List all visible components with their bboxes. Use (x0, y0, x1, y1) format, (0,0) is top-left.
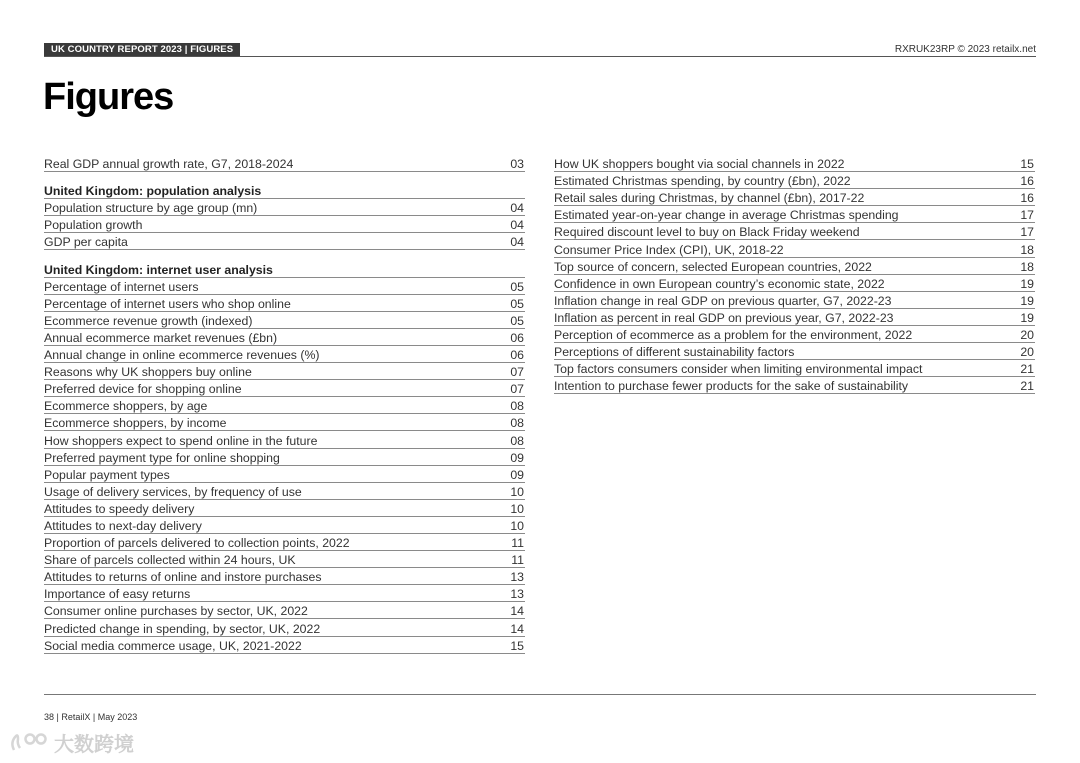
figure-list-item[interactable] (44, 380, 525, 397)
figure-title: Importance of easy returns (44, 587, 191, 602)
figure-title: Consumer Price Index (CPI), UK, 2018-22 (554, 242, 784, 257)
figure-title: Attitudes to speedy delivery (44, 501, 195, 516)
figure-page-number: 06 (510, 330, 524, 345)
section-heading-population: United Kingdom: population analysis (44, 182, 525, 199)
figure-list-item[interactable] (44, 414, 525, 431)
figure-page-number: 19 (1020, 293, 1034, 308)
figure-page-number: 19 (1020, 276, 1034, 291)
figure-page-number: 16 (1020, 174, 1034, 189)
figure-page-number: 19 (1020, 310, 1034, 325)
figure-list-item[interactable] (554, 360, 1035, 377)
figure-page-number: 08 (510, 416, 524, 431)
figure-title: Intention to purchase fewer products for the sake of sustainability (554, 379, 909, 394)
figure-page-number: 14 (510, 604, 524, 619)
figure-title: Share of parcels collected within 24 hours, UK (44, 553, 296, 568)
figure-title: Top source of concern, selected European countries, 2022 (554, 259, 872, 274)
figure-page-number: 06 (510, 348, 524, 363)
figure-page-number: 07 (510, 365, 524, 380)
figures-list-right (554, 155, 1035, 394)
figure-list-item[interactable] (44, 199, 525, 216)
figure-list-item[interactable] (554, 309, 1035, 326)
figure-page-number: 17 (1020, 208, 1034, 223)
figure-title: Preferred device for shopping online (44, 382, 242, 397)
figure-list-item[interactable] (44, 517, 525, 534)
figure-list-item[interactable] (44, 534, 525, 551)
figure-title: Attitudes to returns of online and instore purchases (44, 570, 322, 585)
figure-page-number: 18 (1020, 259, 1034, 274)
figure-list-item[interactable] (44, 397, 525, 414)
figure-title: Annual change in online ecommerce revenues (%) (44, 348, 320, 363)
figure-page-number: 09 (510, 450, 524, 465)
figure-title: Estimated Christmas spending, by country (£bn), 2022 (554, 174, 851, 189)
figure-page-number: 07 (510, 382, 524, 397)
figure-title: Real GDP annual growth rate, G7, 2018-2024 (44, 157, 294, 172)
figure-page-number: 21 (1020, 362, 1034, 377)
figure-title: Percentage of internet users (44, 279, 199, 294)
section-heading-internet-users: United Kingdom: internet user analysis (44, 260, 525, 277)
figures-list-left (44, 155, 525, 654)
figure-title: How shoppers expect to spend online in the future (44, 433, 318, 448)
figure-page-number: 11 (511, 536, 524, 551)
figure-title: Reasons why UK shoppers buy online (44, 365, 252, 380)
figure-list-item[interactable] (554, 292, 1035, 309)
figure-page-number: 10 (510, 518, 524, 533)
figure-page-number: 08 (510, 399, 524, 414)
figure-list-item[interactable] (44, 363, 525, 380)
watermark-text: 大数跨境 (54, 734, 134, 756)
figure-page-number: 14 (510, 621, 524, 636)
figure-title: Consumer online purchases by sector, UK, 2022 (44, 604, 308, 619)
figure-list-item[interactable] (44, 500, 525, 517)
figure-page-number: 04 (510, 201, 524, 216)
watermark-logo-icon (8, 730, 50, 756)
figure-list-item[interactable] (554, 258, 1035, 275)
figure-page-number: 18 (1020, 242, 1034, 257)
figure-title: Retail sales during Christmas, by channel (£bn), 2017-22 (554, 191, 865, 206)
figure-title: Predicted change in spending, by sector, UK, 2022 (44, 621, 321, 636)
figure-page-number: 20 (1020, 345, 1034, 360)
figure-page-number: 16 (1020, 191, 1034, 206)
figure-page-number: 05 (510, 313, 524, 328)
figure-page-number: 10 (510, 484, 524, 499)
figure-list-item[interactable] (554, 155, 1035, 172)
figure-list-item[interactable] (554, 189, 1035, 206)
figure-page-number: 04 (510, 235, 524, 250)
figure-title: Attitudes to next-day delivery (44, 518, 202, 533)
figure-page-number: 11 (511, 553, 524, 568)
figure-title: Population growth (44, 218, 143, 233)
figure-list-item[interactable] (44, 602, 525, 619)
figure-title: Perceptions of different sustainability factors (554, 345, 795, 360)
figure-title: Confidence in own European country’s economic state, 2022 (554, 276, 885, 291)
figure-title: Ecommerce shoppers, by income (44, 416, 227, 431)
report-section-tag: UK COUNTRY REPORT 2023 | FIGURES (44, 43, 240, 57)
figure-title: Usage of delivery services, by frequency of use (44, 484, 302, 499)
figure-list-item[interactable] (44, 329, 525, 346)
figure-list-item[interactable] (554, 377, 1035, 394)
figure-title: Social media commerce usage, UK, 2021-2022 (44, 638, 302, 653)
figure-page-number: 15 (1020, 157, 1034, 172)
figure-list-item[interactable] (44, 312, 525, 329)
figure-title: Ecommerce shoppers, by age (44, 399, 208, 414)
figure-title: Inflation as percent in real GDP on previous year, G7, 2022-23 (554, 310, 894, 325)
figure-list-item[interactable] (554, 240, 1035, 257)
figure-list-item[interactable] (44, 551, 525, 568)
figure-title: How UK shoppers bought via social channels in 2022 (554, 157, 845, 172)
figure-page-number: 04 (510, 218, 524, 233)
figure-list-item[interactable] (44, 278, 525, 295)
figure-list-item[interactable] (554, 223, 1035, 240)
figure-list-item[interactable] (44, 585, 525, 602)
figure-title: Preferred payment type for online shopping (44, 450, 280, 465)
figure-list-item[interactable] (44, 466, 525, 483)
figure-title: GDP per capita (44, 235, 128, 250)
figure-list-item[interactable] (554, 206, 1035, 223)
figure-page-number: 21 (1020, 379, 1034, 394)
figure-list-item[interactable] (554, 343, 1035, 360)
figure-list-item[interactable] (44, 483, 525, 500)
figure-list-item[interactable] (44, 216, 525, 233)
footer-page-info: 38 | RetailX | May 2023 (44, 712, 138, 722)
figure-list-item[interactable] (554, 275, 1035, 292)
figure-title: Estimated year-on-year change in average Christmas spending (554, 208, 899, 223)
page-title: Figures (43, 76, 174, 118)
figure-page-number: 13 (510, 587, 524, 602)
figure-list-item[interactable] (44, 431, 525, 448)
figure-title: Inflation change in real GDP on previous quarter, G7, 2022-23 (554, 293, 892, 308)
figure-page-number: 17 (1020, 225, 1034, 240)
figure-title: Ecommerce revenue growth (indexed) (44, 313, 253, 328)
figure-page-number: 09 (510, 467, 524, 482)
figure-title: Population structure by age group (mn) (44, 201, 258, 216)
watermark (8, 728, 134, 757)
figure-list-item[interactable] (44, 233, 525, 250)
figure-list-item[interactable] (554, 172, 1035, 189)
figure-page-number: 13 (510, 570, 524, 585)
figure-page-number: 05 (510, 279, 524, 294)
figure-page-number: 05 (510, 296, 524, 311)
figure-list-item[interactable] (44, 449, 525, 466)
figure-title: Annual ecommerce market revenues (£bn) (44, 330, 278, 345)
header-divider (44, 56, 1036, 57)
report-code: RXRUK23RP © 2023 retailx.net (894, 44, 1036, 55)
figure-title: Top factors consumers consider when limiting environmental impact (554, 362, 923, 377)
figure-list-item[interactable] (44, 346, 525, 363)
figure-page-number: 03 (510, 157, 524, 172)
figure-page-number: 20 (1020, 328, 1034, 343)
figure-page-number: 08 (510, 433, 524, 448)
figure-title: Percentage of internet users who shop online (44, 296, 291, 311)
figure-list-item[interactable] (44, 568, 525, 585)
figure-list-item[interactable] (44, 619, 525, 636)
footer-divider (44, 694, 1036, 695)
figure-title: Proportion of parcels delivered to collection points, 2022 (44, 536, 350, 551)
figure-list-item[interactable] (44, 155, 525, 172)
figure-page-number: 10 (510, 501, 524, 516)
figure-title: Required discount level to buy on Black Friday weekend (554, 225, 860, 240)
figure-title: Perception of ecommerce as a problem for the environment, 2022 (554, 328, 913, 343)
figure-page-number: 15 (510, 638, 524, 653)
figure-list-item[interactable] (44, 637, 525, 654)
figure-list-item[interactable] (554, 326, 1035, 343)
figure-title: Popular payment types (44, 467, 170, 482)
figure-list-item[interactable] (44, 295, 525, 312)
